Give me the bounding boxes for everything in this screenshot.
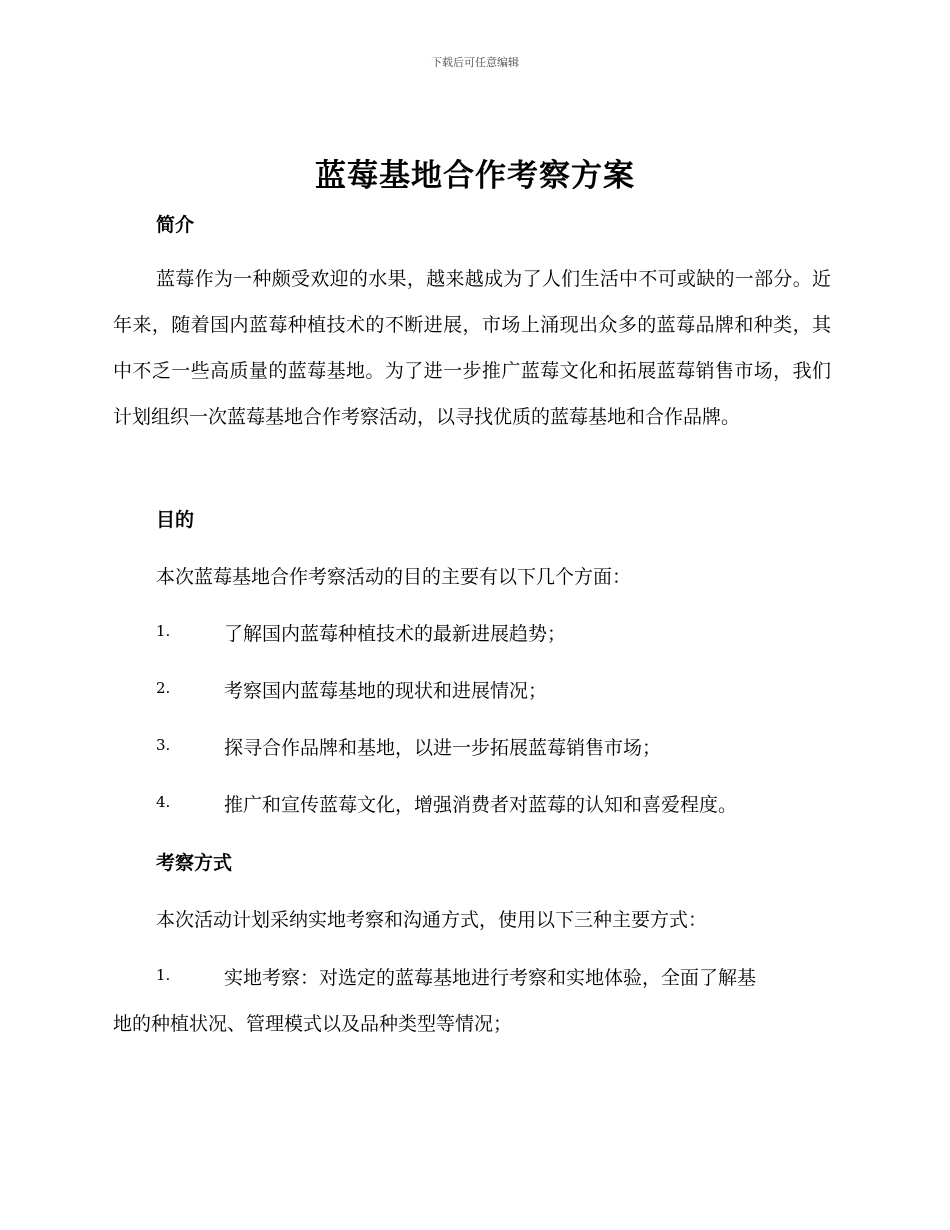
- purpose-item-text: 考察国内蓝莓基地的现状和进展情况；: [224, 680, 548, 702]
- document-title: 蓝莓基地合作考察方案: [315, 158, 635, 194]
- section-heading-purpose: 目的: [156, 509, 195, 531]
- method-item-number: 1.: [156, 966, 171, 984]
- purpose-item-number: 3.: [156, 736, 171, 754]
- purpose-item-number: 4.: [156, 793, 171, 811]
- method-item-text: 实地考察：对选定的蓝莓基地进行考察和实地体验，全面了解基: [224, 967, 757, 989]
- purpose-item-text: 探寻合作品牌和基地，以进一步拓展蓝莓销售市场；: [224, 737, 662, 759]
- purpose-item-text: 了解国内蓝莓种植技术的最新进展趋势；: [224, 623, 567, 645]
- purpose-item-number: 2.: [156, 679, 171, 697]
- section-heading-intro: 简介: [156, 214, 195, 236]
- section-heading-method: 考察方式: [156, 852, 233, 874]
- page-header: 下载后可任意编辑: [431, 56, 519, 69]
- purpose-item-number: 1.: [156, 622, 171, 640]
- method-lead: 本次活动计划采纳实地考察和沟通方式，使用以下三种主要方式：: [156, 909, 708, 931]
- method-item-continuation: 地的种植状况、管理模式以及品种类型等情况；: [113, 1013, 513, 1035]
- purpose-lead: 本次蓝莓基地合作考察活动的目的主要有以下几个方面：: [156, 566, 632, 588]
- intro-paragraph: 蓝莓作为一种颇受欢迎的水果，越来越成为了人们生活中不可或缺的一部分。近年来，随着国内蓝莓种植技术的不断进展，市场上涌现出众多的蓝莓品牌和种类，其中不乏一些高质量的蓝莓基地。为了进一步推广蓝莓文化和拓展蓝莓销售市场，我们计划组织一次蓝莓基地合作考察活动，以寻找优质的蓝莓基地和合作品牌。: [113, 268, 831, 428]
- purpose-item-text: 推广和宣传蓝莓文化，增强消费者对蓝莓的认知和喜爱程度。: [224, 794, 738, 816]
